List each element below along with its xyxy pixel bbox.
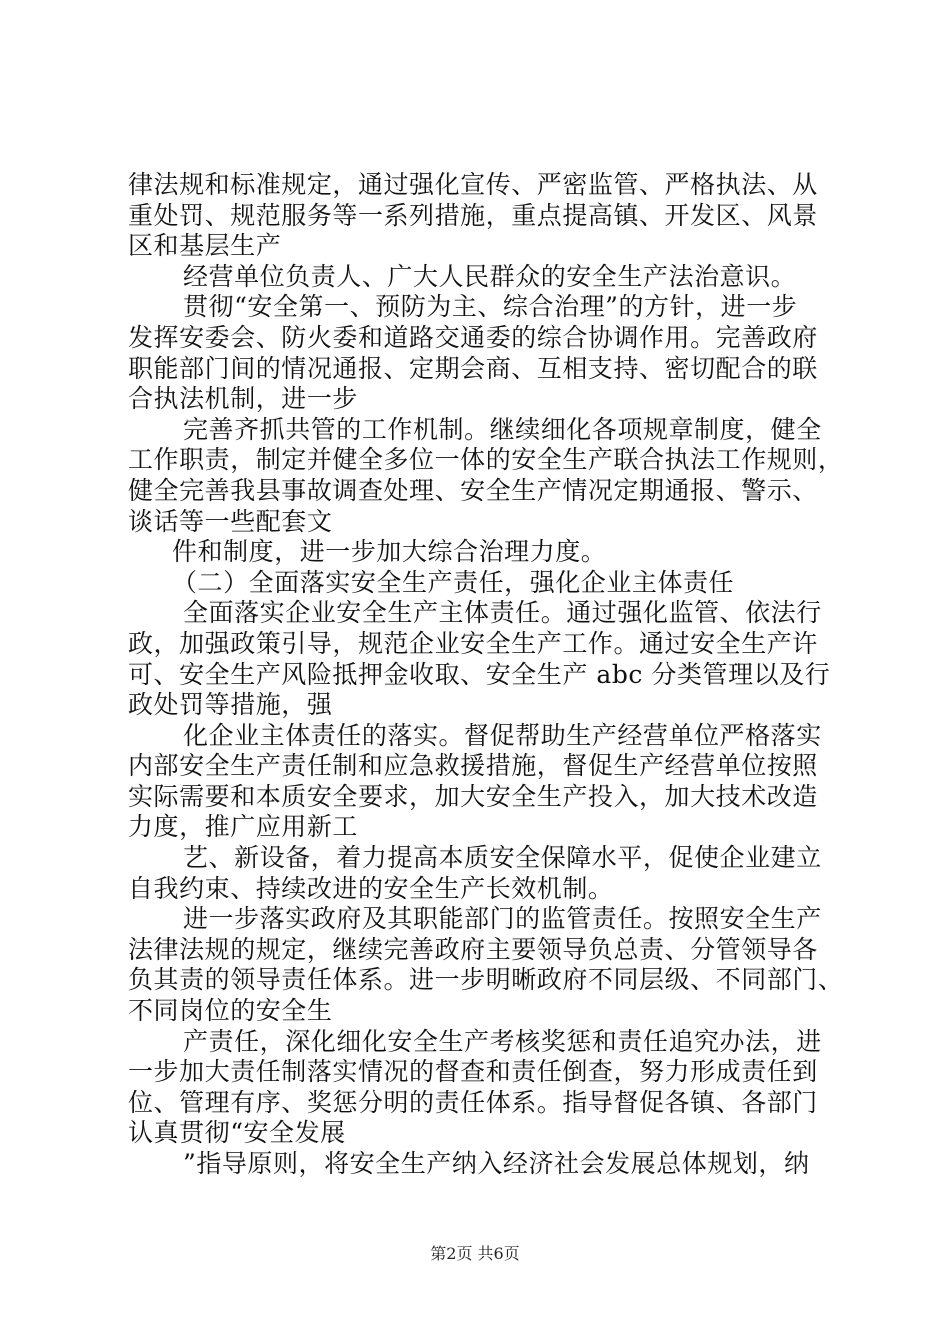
document-body — [128, 170, 844, 1180]
text-line: 进一步落实政府及其职能部门的监管责任。按照安全生产 — [183, 904, 822, 934]
text-line: ”指导原则，将安全生产纳入经济社会发展总体规划，纳 — [183, 1149, 810, 1178]
text-line: 贯彻“安全第一、预防为主、综合治理”的方针，进一步 — [183, 292, 798, 322]
text-line: 律法规和标准规定，通过强化宣传、严密监管、严格执法、从 — [128, 170, 818, 199]
text-line: 区和基层生产 — [128, 231, 282, 261]
text-line: 谈话等一些配套文 — [128, 506, 333, 536]
text-line: 产责任，深化细化安全生产考核奖惩和责任追究办法，进 — [183, 1026, 822, 1056]
text-line: 艺、新设备，着力提高本质安全保障水平，促使企业建立 — [183, 843, 822, 873]
text-line: 完善齐抓共管的工作机制。继续细化各项规章制度，健全 — [183, 414, 822, 444]
text-line: 合执法机制，进一步 — [128, 384, 358, 414]
text-line: 发挥安委会、防火委和道路交通委的综合协调作用。完善政府 — [128, 322, 818, 352]
text-line: 位、管理有序、奖惩分明的责任体系。指导督促各镇、各部门 — [128, 1087, 818, 1117]
text-line: 法律法规的规定，继续完善政府主要领导负总责、分管领导各 — [128, 934, 818, 964]
text-line: 重处罚、规范服务等一系列措施，重点提高镇、开发区、风景 — [128, 200, 818, 230]
text-line: 化企业主体责任的落实。督促帮助生产经营单位严格落实 — [183, 720, 822, 750]
text-line: 不同岗位的安全生 — [128, 996, 333, 1026]
text-line: 职能部门间的情况通报、定期会商、互相支持、密切配合的联 — [128, 353, 818, 383]
text-line: 认真贯彻“安全发展 — [128, 1118, 346, 1148]
text-line: 健全完善我县事故调查处理、安全生产情况定期通报、警示、 — [128, 475, 818, 505]
text-line: 负其责的领导责任体系。进一步明晰政府不同层级、不同部门、 — [128, 965, 844, 995]
text-line: 自我约束、持续改进的安全生产长效机制。 — [128, 873, 614, 903]
page-number-footer: 第2页 共6页 — [430, 1244, 520, 1263]
text-line: 工作职责，制定并健全多位一体的安全生产联合执法工作规则， — [128, 445, 844, 475]
text-line: 政处罚等措施，强 — [128, 690, 333, 720]
text-line: 可、安全生产风险抵押金收取、安全生产 abc 分类管理以及行 — [128, 659, 831, 689]
text-line: 力度，推广应用新工 — [128, 812, 358, 842]
text-line: 一步加大责任制落实情况的督查和责任倒查，努力形成责任到 — [128, 1057, 818, 1087]
text-line: 经营单位负责人、广大人民群众的安全生产法治意识。 — [183, 261, 797, 291]
text-line: 内部安全生产责任制和应急救援措施，督促生产经营单位按照 — [128, 751, 818, 781]
section-heading: （二）全面落实安全生产责任，强化企业主体责任 — [172, 567, 735, 597]
text-line: 全面落实企业安全生产主体责任。通过强化监管、依法行 — [183, 598, 822, 628]
text-line: 实际需要和本质安全要求，加大安全生产投入，加大技术改造 — [128, 781, 818, 811]
text-line: 件和制度，进一步加大综合治理力度。 — [172, 537, 607, 567]
text-line: 政，加强政策引导，规范企业安全生产工作。通过安全生产许 — [128, 628, 818, 658]
